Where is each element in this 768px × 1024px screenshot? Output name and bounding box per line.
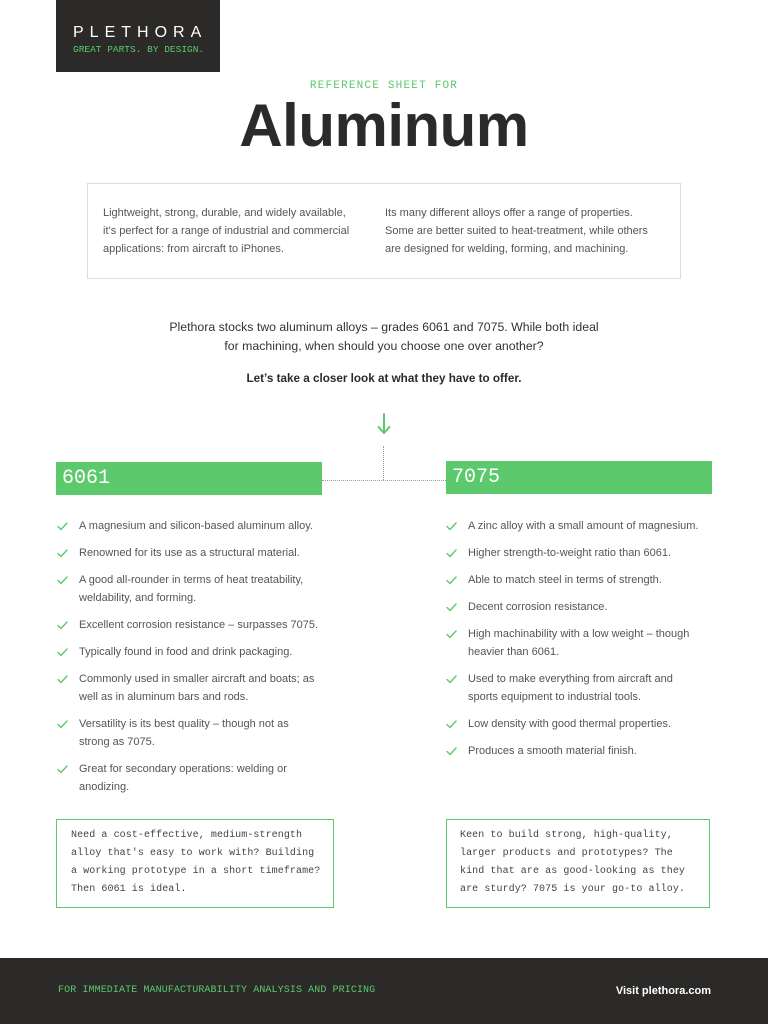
brand-logo (56, 0, 220, 72)
logo-tagline: GREAT PARTS. BY DESIGN. (73, 44, 205, 55)
check-icon (446, 630, 457, 639)
sheet-eyebrow: REFERENCE SHEET FOR (309, 80, 459, 92)
feature-text: Low density with good thermal properties. (468, 718, 671, 730)
feature-item (445, 544, 699, 562)
page-title: Aluminum (239, 92, 529, 159)
connector-line-vertical (383, 446, 384, 480)
check-icon (446, 747, 457, 756)
feature-item (445, 598, 699, 616)
feature-text: A magnesium and silicon-based aluminum alloy. (79, 520, 313, 532)
feature-text: High machinability with a low weight – though heavier than 6061. (468, 628, 690, 658)
arrow-down-icon (376, 413, 392, 435)
feature-text: Renowned for its use as a structural material. (79, 547, 300, 559)
intro-left-text: Lightweight, strong, durable, and widely available, it’s perfect for a range of industrial and commercial applications: from aircraft to iPhones. (103, 207, 350, 255)
feature-text: Typically found in food and drink packaging. (79, 646, 293, 658)
feature-list-7075 (445, 517, 699, 760)
check-icon (446, 675, 457, 684)
footer-bar (0, 958, 768, 1024)
check-icon (57, 648, 68, 657)
summary-box-7075: Keen to build strong, high-quality, larger products and prototypes? The kind that are as good-looking as they are sturdy? 7075 is your go-to alloy. (446, 819, 710, 908)
feature-item (56, 760, 318, 796)
check-icon (446, 576, 457, 585)
footer-cta-text: FOR IMMEDIATE MANUFACTURABILITY ANALYSIS AND PRICING (58, 985, 376, 996)
check-icon (446, 720, 457, 729)
check-icon (57, 549, 68, 558)
feature-text: Commonly used in smaller aircraft and boats; as well as in aluminum bars and rods. (79, 673, 315, 703)
feature-item (56, 643, 318, 661)
feature-item (445, 625, 699, 661)
feature-text: Decent corrosion resistance. (468, 601, 608, 613)
website-link[interactable]: Visit plethora.com (615, 985, 711, 997)
feature-text: Used to make everything from aircraft and sports equipment to industrial tools. (468, 673, 673, 703)
feature-item (445, 517, 699, 535)
feature-item (56, 616, 318, 634)
feature-item (445, 670, 699, 706)
feature-item (56, 517, 318, 535)
check-icon (57, 720, 68, 729)
feature-text: Able to match steel in terms of strength. (468, 574, 662, 586)
feature-item (445, 715, 699, 733)
feature-item (56, 544, 318, 562)
feature-item (56, 670, 318, 706)
check-icon (57, 675, 68, 684)
feature-item (56, 715, 318, 751)
intro-right-text: Its many different alloys offer a range of properties. Some are better suited to heat-treatment, while others are designed for welding, forming, and machining. (385, 207, 648, 255)
check-icon (446, 549, 457, 558)
feature-text: Higher strength-to-weight ratio than 6061. (468, 547, 672, 559)
check-icon (57, 765, 68, 774)
feature-item (445, 571, 699, 589)
grade-header-6061: 6061 (56, 462, 322, 495)
lead-paragraph: Plethora stocks two aluminum alloys – grades 6061 and 7075. While both ideal for machining, when should you choose one over another? (169, 320, 599, 353)
feature-text: A zinc alloy with a small amount of magnesium. (468, 520, 699, 532)
check-icon (446, 522, 457, 531)
logo-wordmark: PLETHORA (73, 24, 208, 41)
check-icon (57, 621, 68, 630)
intro-box (87, 183, 681, 279)
lead-emphasis: Let’s take a closer look at what they have to offer. (246, 372, 522, 385)
check-icon (57, 522, 68, 531)
connector-line-horizontal (322, 480, 446, 481)
feature-text: Great for secondary operations: welding or anodizing. (79, 763, 287, 793)
feature-list-6061 (56, 517, 318, 796)
check-icon (57, 576, 68, 585)
feature-text: A good all-rounder in terms of heat treatability, weldability, and forming. (79, 574, 304, 604)
feature-text: Versatility is its best quality – though not as strong as 7075. (79, 718, 289, 748)
feature-text: Excellent corrosion resistance – surpasses 7075. (79, 619, 319, 631)
feature-item (445, 742, 699, 760)
feature-item (56, 571, 318, 607)
check-icon (446, 603, 457, 612)
grade-header-7075: 7075 (446, 461, 712, 494)
summary-box-6061: Need a cost-effective, medium-strength alloy that's easy to work with? Building a working prototype in a short timeframe? Then 6061 is ideal. (56, 819, 334, 908)
feature-text: Produces a smooth material finish. (468, 745, 637, 757)
